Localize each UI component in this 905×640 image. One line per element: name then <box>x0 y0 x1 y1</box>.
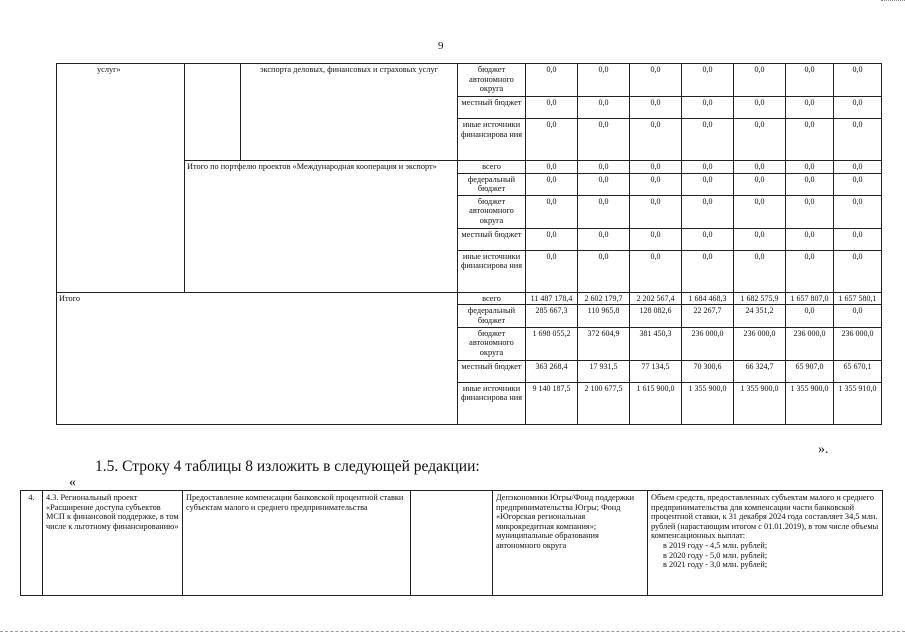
value-cell: 0,0 <box>786 195 834 228</box>
row-number-cell: 4. <box>21 491 43 596</box>
value-cell: 1 684 468,3 <box>682 292 734 305</box>
executors-cell: Депэкономики Югры/Фонд поддержки предпринимательства Югры; Фонд «Югорская региональная микрокредитная компания»; муниципальные образования автономного округа <box>493 491 648 596</box>
value-cell: 372 604,9 <box>578 327 630 360</box>
value-cell: 0,0 <box>786 305 834 327</box>
funding-source-label: иные источники финансирова ния <box>458 119 526 161</box>
value-cell: 0,0 <box>734 97 786 119</box>
value-cell: 0,0 <box>834 195 882 228</box>
funding-source-label: бюджет автономного округа <box>458 327 526 360</box>
empty-cell <box>411 491 493 596</box>
value-cell: 0,0 <box>578 97 630 119</box>
value-cell: 0,0 <box>834 305 882 327</box>
measure-name-cell: экспорта деловых, финансовых и страховых услуг <box>241 64 458 161</box>
value-cell: 1 355 900,0 <box>786 382 834 424</box>
funding-source-label: местный бюджет <box>458 228 526 250</box>
value-cell: 0,0 <box>526 195 578 228</box>
table8-row <box>21 491 883 596</box>
value-cell: 2 100 677,5 <box>578 382 630 424</box>
value-cell: 0,0 <box>734 161 786 174</box>
funding-source-label: местный бюджет <box>458 97 526 119</box>
value-cell: 0,0 <box>734 173 786 195</box>
value-cell: 128 082,6 <box>630 305 682 327</box>
closing-quote: ». <box>818 442 829 457</box>
funding-source-label: всего <box>458 292 526 305</box>
value-cell: 1 355 900,0 <box>682 382 734 424</box>
value-cell: 1 698 055,2 <box>526 327 578 360</box>
indicator-year-line: в 2021 году - 3,0 млн. рублей; <box>663 560 768 570</box>
funding-source-label: иные источники финансирова ния <box>458 250 526 292</box>
value-cell: 9 140 187,5 <box>526 382 578 424</box>
funding-source-label: всего <box>458 161 526 174</box>
indicator-year-line: в 2019 году - 4,5 млн. рублей; <box>663 541 768 551</box>
table8-row4 <box>20 490 883 596</box>
value-cell: 0,0 <box>786 119 834 161</box>
indicator-year-line: в 2020 году - 5,0 млн. рублей; <box>663 550 768 560</box>
value-cell: 0,0 <box>526 250 578 292</box>
value-cell: 17 931,5 <box>578 360 630 382</box>
value-cell: 0,0 <box>578 161 630 174</box>
value-cell: 0,0 <box>578 250 630 292</box>
value-cell: 65 907,0 <box>786 360 834 382</box>
value-cell: 0,0 <box>734 119 786 161</box>
value-cell: 0,0 <box>682 119 734 161</box>
funding-source-label: бюджет автономного округа <box>458 64 526 97</box>
value-cell: 0,0 <box>526 228 578 250</box>
value-cell: 363 268,4 <box>526 360 578 382</box>
value-cell: 110 965,8 <box>578 305 630 327</box>
value-cell: 0,0 <box>834 119 882 161</box>
value-cell: 0,0 <box>578 64 630 97</box>
value-cell: 0,0 <box>578 173 630 195</box>
value-cell: 0,0 <box>786 161 834 174</box>
value-cell: 0,0 <box>734 250 786 292</box>
value-cell: 70 300,6 <box>682 360 734 382</box>
value-cell: 0,0 <box>630 97 682 119</box>
value-cell: 0,0 <box>786 97 834 119</box>
value-cell: 0,0 <box>786 228 834 250</box>
funding-source-label: федеральный бюджет <box>458 305 526 327</box>
value-cell: 0,0 <box>682 250 734 292</box>
portfolio-total-title: Итого по портфелю проектов «Международная кооперация и экспорт» <box>185 161 458 293</box>
value-cell: 236 000,0 <box>834 327 882 360</box>
value-cell: 2 602 179,7 <box>578 292 630 305</box>
opening-quote: « <box>69 475 76 490</box>
value-cell: 0,0 <box>630 173 682 195</box>
project-name-cell: услуг» <box>57 64 185 293</box>
value-cell: 236 000,0 <box>682 327 734 360</box>
value-cell: 0,0 <box>834 161 882 174</box>
value-cell: 1 682 575,9 <box>734 292 786 305</box>
value-cell: 0,0 <box>834 97 882 119</box>
value-cell: 1 615 900,0 <box>630 382 682 424</box>
budget-table <box>56 63 882 425</box>
value-cell: 0,0 <box>682 173 734 195</box>
value-cell: 0,0 <box>578 119 630 161</box>
value-cell: 0,0 <box>630 119 682 161</box>
blank-cell <box>185 64 241 161</box>
value-cell: 11 487 178,4 <box>526 292 578 305</box>
value-cell: 0,0 <box>578 195 630 228</box>
value-cell: 66 324,7 <box>734 360 786 382</box>
value-cell: 0,0 <box>526 173 578 195</box>
indicator-cell <box>648 491 883 596</box>
indicator-intro: Объем средств, предоставленных субъектам малого и среднего предпринимательства для компенсации части банковской процентной ставки, к 31 декабря 2024 года составляет 34,5 млн. рублей (нарастающим итогом с 01.01.2019), в том числе объемы компенсационных выплат: <box>651 493 879 541</box>
funding-source-label: местный бюджет <box>458 360 526 382</box>
value-cell: 1 355 910,0 <box>834 382 882 424</box>
value-cell: 0,0 <box>630 195 682 228</box>
value-cell: 2 202 567,4 <box>630 292 682 305</box>
value-cell: 285 667,3 <box>526 305 578 327</box>
value-cell: 0,0 <box>578 228 630 250</box>
value-cell: 0,0 <box>526 119 578 161</box>
value-cell: 0,0 <box>734 195 786 228</box>
value-cell: 0,0 <box>526 64 578 97</box>
value-cell: 0,0 <box>682 228 734 250</box>
project-cell: 4.3. Региональный проект «Расширение доступа субъектов МСП к финансовой поддержке, в том числе к льготному финансированию» <box>43 491 183 596</box>
value-cell: 0,0 <box>682 97 734 119</box>
value-cell: 1 355 900,0 <box>734 382 786 424</box>
value-cell: 0,0 <box>786 64 834 97</box>
value-cell: 22 267,7 <box>682 305 734 327</box>
value-cell: 65 670,1 <box>834 360 882 382</box>
value-cell: 0,0 <box>682 161 734 174</box>
value-cell: 0,0 <box>630 161 682 174</box>
funding-source-label: иные источники финансирова ния <box>458 382 526 424</box>
value-cell: 0,0 <box>834 228 882 250</box>
value-cell: 0,0 <box>630 64 682 97</box>
value-cell: 381 450,3 <box>630 327 682 360</box>
value-cell: 77 134,5 <box>630 360 682 382</box>
value-cell: 0,0 <box>786 173 834 195</box>
value-cell: 0,0 <box>834 250 882 292</box>
value-cell: 0,0 <box>526 97 578 119</box>
value-cell: 0,0 <box>630 228 682 250</box>
value-cell: 236 000,0 <box>786 327 834 360</box>
value-cell: 0,0 <box>682 195 734 228</box>
measure-cell: Предоставление компенсации банковской процентной ставки субъектам малого и среднего предпринимательства <box>183 491 411 596</box>
value-cell: 0,0 <box>834 173 882 195</box>
value-cell: 0,0 <box>786 250 834 292</box>
grand-total-title: Итого <box>57 292 458 424</box>
value-cell: 0,0 <box>630 250 682 292</box>
funding-source-label: федеральный бюджет <box>458 173 526 195</box>
value-cell: 0,0 <box>734 64 786 97</box>
scan-corner-mark <box>881 0 905 7</box>
value-cell: 1 657 580,1 <box>834 292 882 305</box>
budget-row <box>57 292 882 305</box>
page-number: 9 <box>438 40 444 52</box>
value-cell: 1 657 807,0 <box>786 292 834 305</box>
value-cell: 0,0 <box>834 64 882 97</box>
section-heading: 1.5. Строку 4 таблицы 8 изложить в следующей редакции: <box>95 458 480 475</box>
value-cell: 0,0 <box>682 64 734 97</box>
budget-row <box>57 64 882 97</box>
value-cell: 236 000,0 <box>734 327 786 360</box>
value-cell: 0,0 <box>526 161 578 174</box>
value-cell: 0,0 <box>734 228 786 250</box>
scan-edge-line <box>0 631 905 632</box>
funding-source-label: бюджет автономного округа <box>458 195 526 228</box>
value-cell: 24 351,2 <box>734 305 786 327</box>
